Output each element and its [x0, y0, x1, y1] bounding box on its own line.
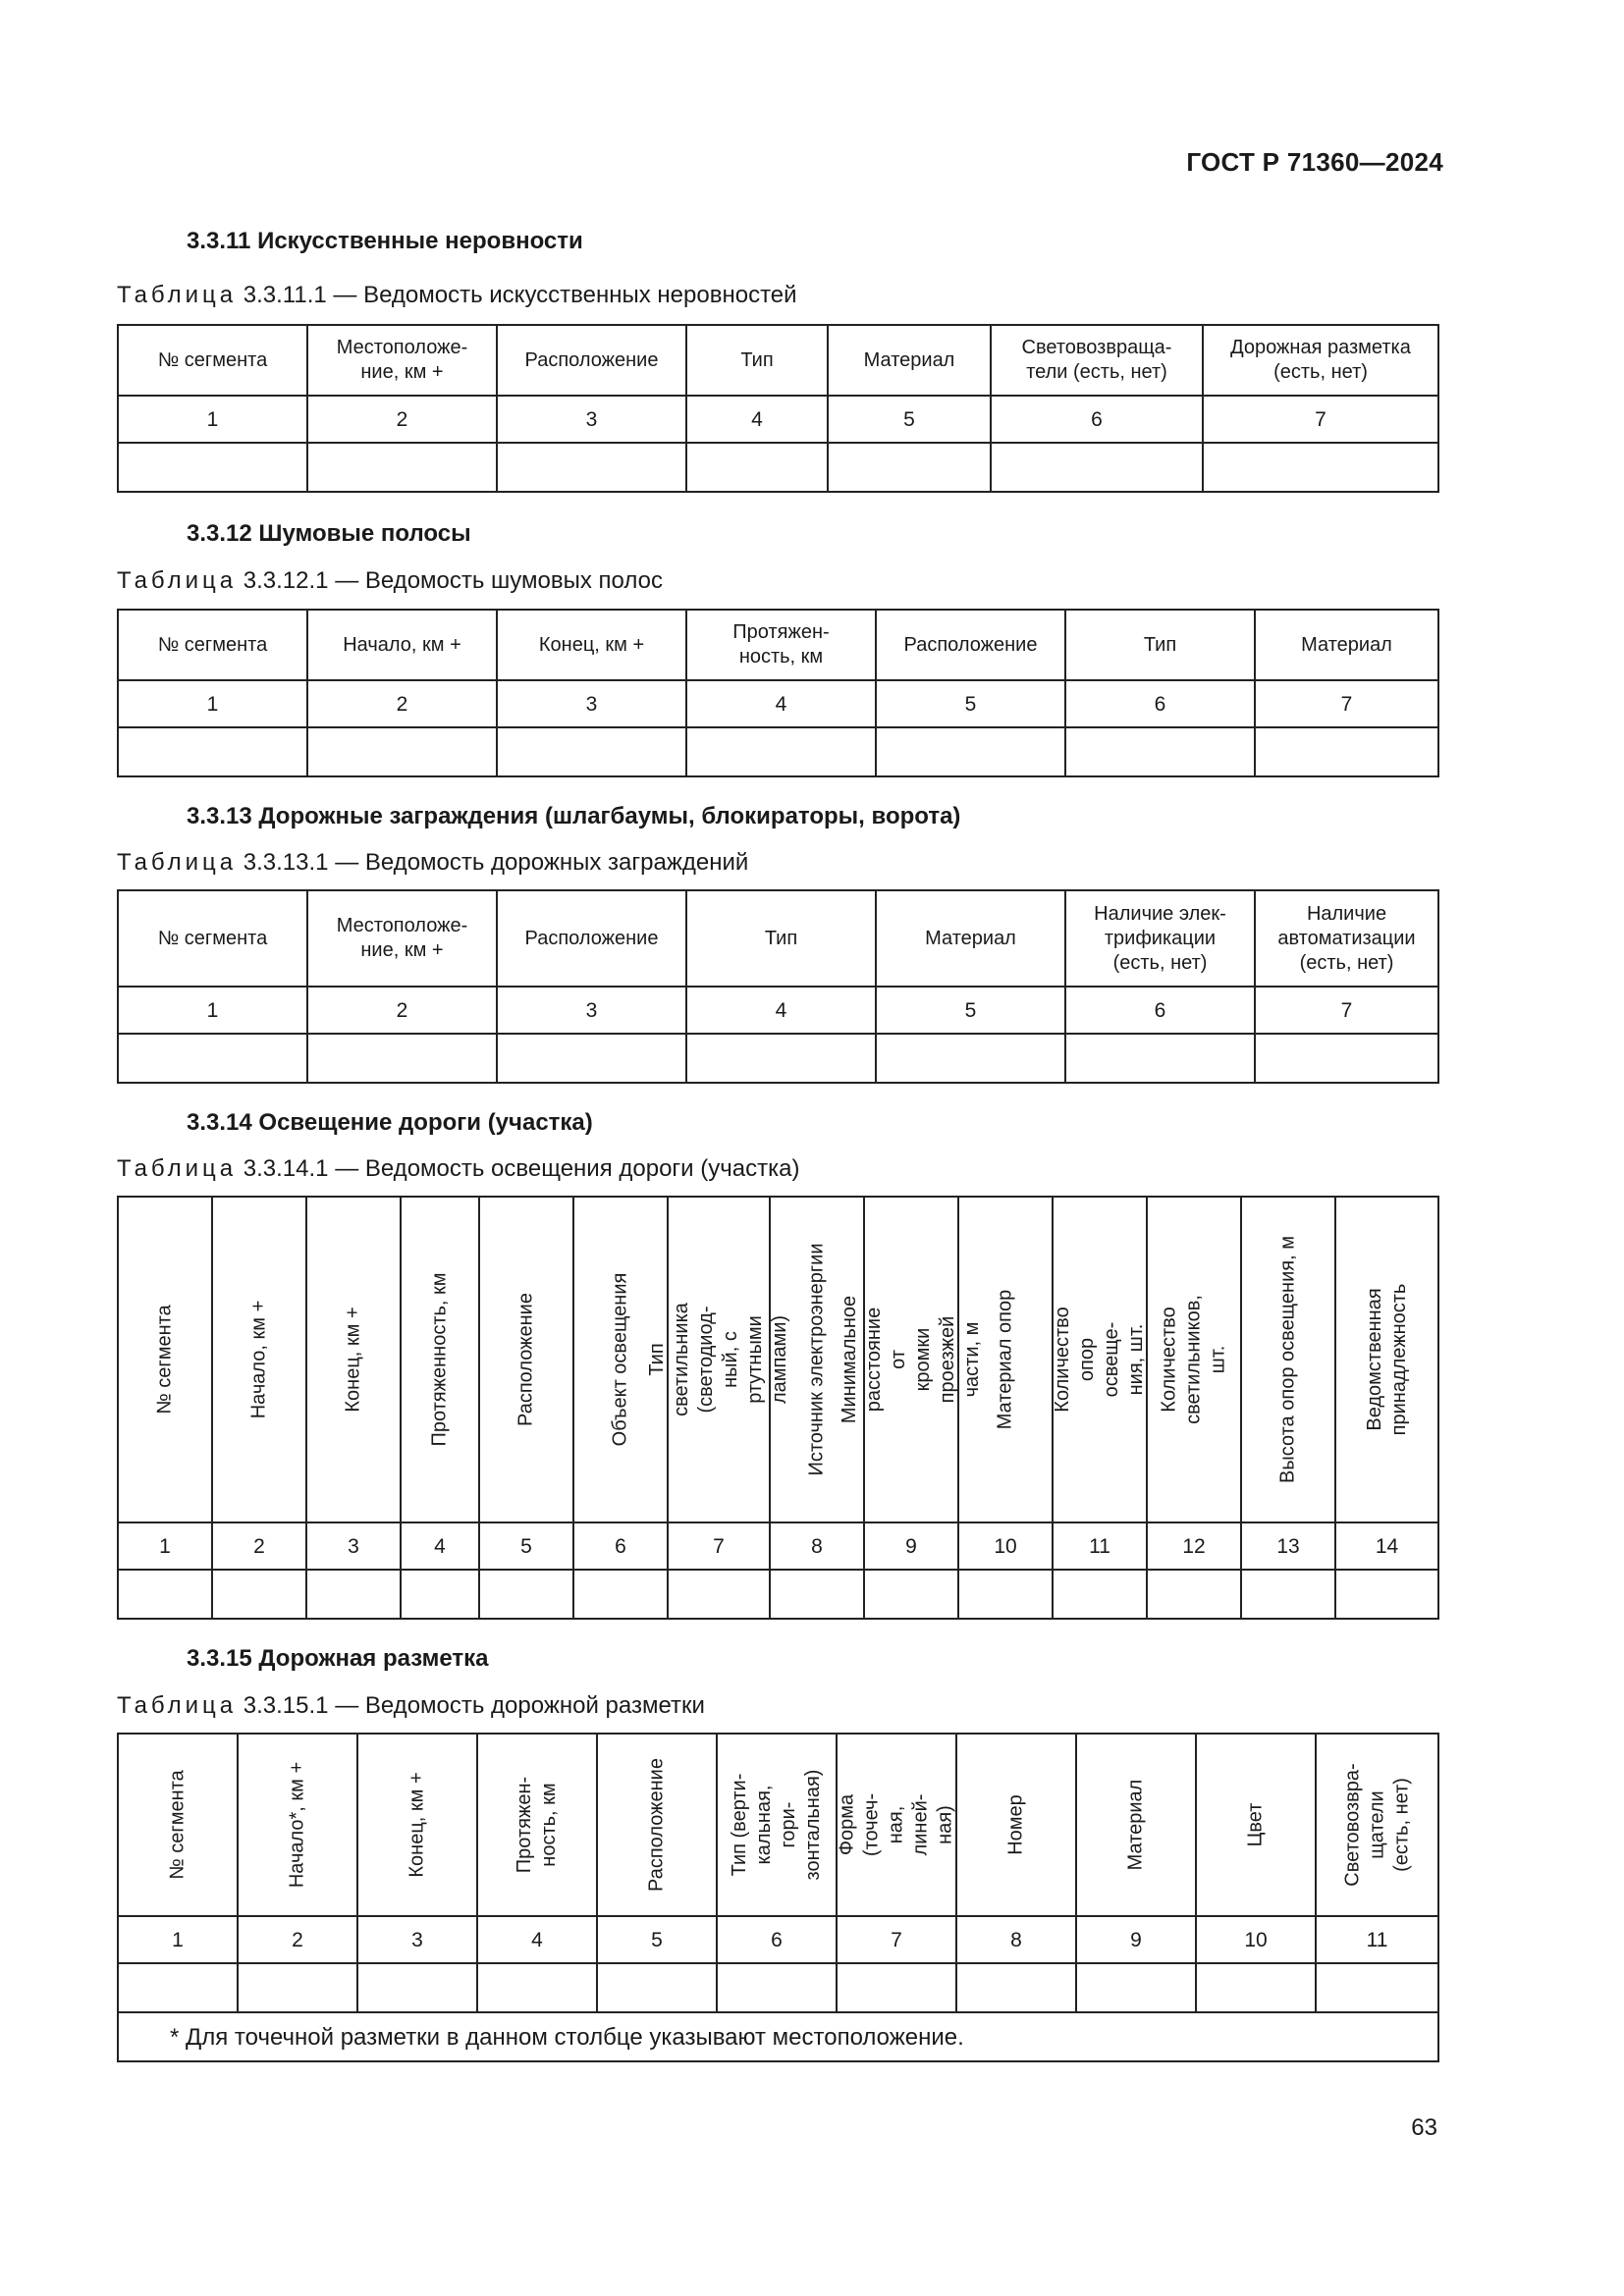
header-text: Конец, км + — [406, 1772, 428, 1878]
header-text: Протяженность, км — [428, 1272, 451, 1447]
empty-cell — [1147, 1570, 1241, 1619]
empty-cell — [956, 1963, 1076, 2012]
header-row — [118, 325, 1438, 396]
caption-text: 3.3.15.1 — Ведомость дорожной разметки — [237, 1692, 705, 1719]
header-text: Источник электроэнергии — [805, 1243, 828, 1476]
column-number: 7 — [1203, 396, 1438, 443]
header-cell: Расположение — [497, 890, 686, 987]
empty-cell — [1255, 727, 1438, 776]
header-text: Тип (верти- кальная, гори- зонтальная) — [729, 1769, 824, 1881]
empty-cell — [876, 1034, 1065, 1083]
column-number: 2 — [307, 987, 497, 1034]
header-text: Конец, км + — [342, 1307, 364, 1413]
header-cell: Протяжен- ность, км — [686, 610, 876, 680]
empty-cell — [1203, 443, 1438, 492]
table-caption-3-3-14-1 — [117, 1155, 799, 1183]
empty-cell — [1241, 1570, 1335, 1619]
header-row — [118, 890, 1438, 987]
empty-cell — [118, 727, 307, 776]
empty-cell — [668, 1570, 770, 1619]
empty-data-row — [118, 1034, 1438, 1083]
header-cell: Материал — [828, 325, 991, 396]
caption-word: Таблица — [117, 849, 238, 876]
header-text: Расположение — [514, 1293, 537, 1426]
column-number-row — [118, 987, 1438, 1034]
column-number: 8 — [770, 1522, 864, 1570]
header-cell — [958, 1197, 1053, 1522]
empty-cell — [118, 1034, 307, 1083]
column-number: 2 — [238, 1916, 357, 1963]
header-text: Номер — [1004, 1794, 1027, 1855]
header-text: № сегмента — [153, 1305, 176, 1415]
table-road-lighting — [117, 1196, 1439, 1620]
empty-cell — [497, 443, 686, 492]
column-number: 3 — [497, 680, 686, 727]
empty-cell — [876, 727, 1065, 776]
empty-cell — [573, 1570, 668, 1619]
caption-word: Таблица — [117, 1155, 238, 1182]
column-number: 6 — [991, 396, 1203, 443]
column-number: 4 — [401, 1522, 479, 1570]
column-number: 4 — [686, 396, 828, 443]
caption-word: Таблица — [117, 282, 238, 308]
header-cell — [1196, 1734, 1316, 1916]
header-text: Тип светильника (светодиод- ный, с ртутными лампами) — [646, 1303, 790, 1416]
header-cell: № сегмента — [118, 325, 307, 396]
table-road-markings — [117, 1733, 1439, 2062]
header-cell: Конец, км + — [497, 610, 686, 680]
header-cell — [306, 1197, 401, 1522]
empty-cell — [717, 1963, 837, 2012]
empty-cell — [357, 1963, 477, 2012]
header-cell — [597, 1734, 717, 1916]
column-number: 2 — [307, 680, 497, 727]
column-number: 5 — [876, 680, 1065, 727]
table-rumble-strips — [117, 609, 1439, 777]
table-caption-3-3-13-1 — [117, 849, 748, 877]
empty-cell — [686, 727, 876, 776]
empty-data-row — [118, 1570, 1438, 1619]
header-cell: Местоположе- ние, км + — [307, 890, 497, 987]
column-number: 1 — [118, 396, 307, 443]
column-number: 6 — [1065, 680, 1255, 727]
table-caption-3-3-12-1 — [117, 567, 663, 595]
empty-cell — [497, 727, 686, 776]
header-text: Количество опор освеще- ния, шт. — [1052, 1307, 1147, 1413]
header-cell — [479, 1197, 573, 1522]
header-cell: Расположение — [497, 325, 686, 396]
column-number: 14 — [1335, 1522, 1438, 1570]
header-cell: Тип — [1065, 610, 1255, 680]
header-text: Материал опор — [994, 1289, 1016, 1430]
column-number: 10 — [1196, 1916, 1316, 1963]
header-text: Цвет — [1244, 1802, 1267, 1847]
column-number: 9 — [1076, 1916, 1196, 1963]
header-cell: Расположение — [876, 610, 1065, 680]
empty-cell — [1053, 1570, 1147, 1619]
header-row — [118, 1734, 1438, 1916]
header-text: Количество светильников, шт. — [1158, 1295, 1229, 1424]
header-cell: Тип — [686, 325, 828, 396]
column-number: 12 — [1147, 1522, 1241, 1570]
empty-cell — [686, 1034, 876, 1083]
header-cell — [1316, 1734, 1438, 1916]
header-cell: Дорожная разметка (есть, нет) — [1203, 325, 1438, 396]
header-cell — [1147, 1197, 1241, 1522]
column-number: 1 — [118, 680, 307, 727]
caption-text: 3.3.11.1 — Ведомость искусственных неровностей — [237, 282, 797, 308]
header-cell — [212, 1197, 306, 1522]
header-cell — [238, 1734, 357, 1916]
table-footnote: * Для точечной разметки в данном столбце указывают местоположение. — [118, 2012, 1438, 2061]
empty-cell — [958, 1570, 1053, 1619]
empty-cell — [401, 1570, 479, 1619]
empty-cell — [1196, 1963, 1316, 2012]
header-cell: № сегмента — [118, 610, 307, 680]
header-cell — [717, 1734, 837, 1916]
standard-designation: ГОСТ Р 71360—2024 — [1186, 147, 1443, 177]
header-cell — [956, 1734, 1076, 1916]
header-text: Начало, км + — [247, 1300, 270, 1419]
table-speed-bumps — [117, 324, 1439, 493]
header-cell — [1335, 1197, 1438, 1522]
header-text: Материал — [1124, 1779, 1147, 1871]
page-number: 63 — [1411, 2114, 1437, 2141]
caption-word: Таблица — [117, 567, 238, 594]
column-number: 11 — [1053, 1522, 1147, 1570]
header-cell: Световозвраща- тели (есть, нет) — [991, 325, 1203, 396]
column-number: 6 — [717, 1916, 837, 1963]
column-number: 5 — [597, 1916, 717, 1963]
empty-cell — [1065, 727, 1255, 776]
column-number-row — [118, 396, 1438, 443]
header-text: Объект освещения — [609, 1272, 631, 1447]
header-row — [118, 610, 1438, 680]
column-number: 5 — [828, 396, 991, 443]
header-text: Протяжен- ность, км — [514, 1776, 560, 1874]
caption-text: 3.3.13.1 — Ведомость дорожных заграждений — [237, 849, 749, 876]
empty-cell — [118, 1963, 238, 2012]
empty-cell — [1255, 1034, 1438, 1083]
column-number: 6 — [573, 1522, 668, 1570]
column-number: 1 — [118, 1916, 238, 1963]
column-number: 3 — [497, 987, 686, 1034]
header-cell — [118, 1197, 212, 1522]
column-number: 1 — [118, 987, 307, 1034]
column-number: 4 — [477, 1916, 597, 1963]
header-cell — [357, 1734, 477, 1916]
column-number: 3 — [357, 1916, 477, 1963]
header-row — [118, 1197, 1438, 1522]
empty-cell — [306, 1570, 401, 1619]
empty-cell — [118, 1570, 212, 1619]
empty-cell — [1065, 1034, 1255, 1083]
column-number-row — [118, 1916, 1438, 1963]
empty-cell — [1316, 1963, 1438, 2012]
header-text: Расположение — [645, 1758, 668, 1892]
header-cell — [477, 1734, 597, 1916]
empty-cell — [307, 443, 497, 492]
empty-cell — [118, 443, 307, 492]
column-number: 7 — [668, 1522, 770, 1570]
empty-cell — [479, 1570, 573, 1619]
header-cell: Тип — [686, 890, 876, 987]
empty-cell — [597, 1963, 717, 2012]
header-cell: № сегмента — [118, 890, 307, 987]
empty-cell — [686, 443, 828, 492]
column-number: 13 — [1241, 1522, 1335, 1570]
header-cell — [118, 1734, 238, 1916]
column-number: 7 — [1255, 680, 1438, 727]
header-cell — [646, 1197, 790, 1522]
table-caption-3-3-11-1 — [117, 282, 797, 309]
header-text: № сегмента — [166, 1770, 189, 1880]
column-number: 1 — [118, 1522, 212, 1570]
empty-cell — [307, 1034, 497, 1083]
header-text: Ведомственная принадлежность — [1363, 1283, 1410, 1436]
column-number: 2 — [212, 1522, 306, 1570]
column-number: 3 — [497, 396, 686, 443]
column-number: 4 — [686, 987, 876, 1034]
column-number-row — [118, 680, 1438, 727]
column-number: 10 — [958, 1522, 1053, 1570]
empty-cell — [770, 1570, 864, 1619]
header-cell: Материал — [876, 890, 1065, 987]
header-cell — [1076, 1734, 1196, 1916]
header-cell — [837, 1734, 956, 1916]
column-number: 6 — [1065, 987, 1255, 1034]
empty-cell — [864, 1570, 958, 1619]
empty-cell — [497, 1034, 686, 1083]
header-text: Высота опор освещения, м — [1276, 1236, 1299, 1483]
column-number: 7 — [1255, 987, 1438, 1034]
header-cell: Начало, км + — [307, 610, 497, 680]
header-cell — [1053, 1197, 1147, 1522]
table-caption-3-3-15-1 — [117, 1692, 705, 1720]
section-title-3-3-15: 3.3.15 Дорожная разметка — [187, 1645, 489, 1672]
header-text: Световозвра- щатели (есть, нет) — [1341, 1763, 1412, 1887]
header-cell — [401, 1197, 479, 1522]
empty-data-row — [118, 727, 1438, 776]
empty-cell — [828, 443, 991, 492]
footnote-row — [118, 2012, 1438, 2061]
empty-cell — [212, 1570, 306, 1619]
section-title-3-3-13: 3.3.13 Дорожные заграждения (шлагбаумы, блокираторы, ворота) — [187, 803, 961, 829]
caption-word: Таблица — [117, 1692, 238, 1719]
table-road-barriers — [117, 889, 1439, 1084]
section-title-3-3-12: 3.3.12 Шумовые полосы — [187, 520, 471, 547]
column-number: 11 — [1316, 1916, 1438, 1963]
header-text: Начало*, км + — [286, 1761, 308, 1889]
column-number: 8 — [956, 1916, 1076, 1963]
caption-text: 3.3.14.1 — Ведомость освещения дороги (участка) — [237, 1155, 800, 1182]
empty-cell — [307, 727, 497, 776]
empty-cell — [837, 1963, 956, 2012]
empty-cell — [1335, 1570, 1438, 1619]
header-cell: Материал — [1255, 610, 1438, 680]
empty-cell — [1076, 1963, 1196, 2012]
empty-data-row — [118, 1963, 1438, 2012]
header-cell — [1241, 1197, 1335, 1522]
section-title-3-3-11: 3.3.11 Искусственные неровности — [187, 228, 583, 254]
caption-text: 3.3.12.1 — Ведомость шумовых полос — [237, 567, 663, 594]
column-number: 5 — [876, 987, 1065, 1034]
column-number: 2 — [307, 396, 497, 443]
column-number: 3 — [306, 1522, 401, 1570]
empty-cell — [991, 443, 1203, 492]
empty-cell — [238, 1963, 357, 2012]
section-title-3-3-14: 3.3.14 Освещение дороги (участка) — [187, 1109, 593, 1136]
column-number: 9 — [864, 1522, 958, 1570]
header-cell: Наличие элек- трификации (есть, нет) — [1065, 890, 1255, 987]
empty-data-row — [118, 443, 1438, 492]
empty-cell — [477, 1963, 597, 2012]
header-cell — [839, 1197, 983, 1522]
header-text: Минимальное расстояние от кромки проезжей части, м — [839, 1295, 983, 1424]
header-cell: Наличие автоматизации (есть, нет) — [1255, 890, 1438, 987]
column-number: 4 — [686, 680, 876, 727]
column-number: 5 — [479, 1522, 573, 1570]
column-number-row — [118, 1522, 1438, 1570]
header-text: Форма (точеч- ная, линей- ная) — [836, 1792, 956, 1857]
header-cell: Местоположе- ние, км + — [307, 325, 497, 396]
column-number: 7 — [837, 1916, 956, 1963]
